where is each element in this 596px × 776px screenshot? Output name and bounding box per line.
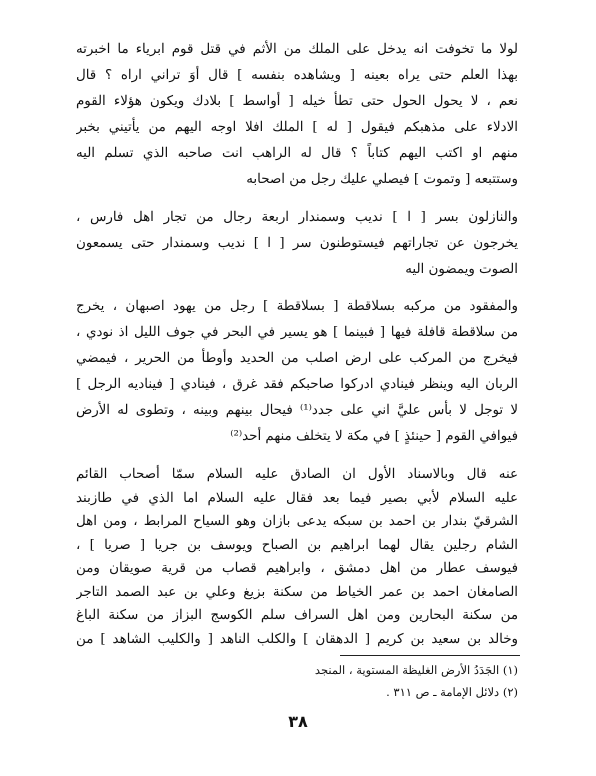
text-line: الصامغان احمد بن عمر الخياط من سكنة بزيغ وعلي بن عبد الصمد التاجر — [76, 584, 518, 600]
footnote: (٢) دلائل الإمامة ـ ص ٣١١ . — [386, 685, 518, 699]
text-line: وخالد بن سعيد بن كريم [ الدهقان ] والكلب الناهد [ والكليب الشاهد ] من — [76, 631, 518, 647]
text-line: منهم او اكتب اليهم كتاباً ؟ قال له الراهب انت صاحبه الذي تسلم اليه — [76, 146, 518, 161]
text-line: بهذا العلم حتى يراه بعينه [ ويشاهده بنفسه ] قال أوَ تراني اراه ؟ قال — [76, 68, 518, 83]
text-line: فيوسف عطار من اهل دمشق ، وابراهيم قصاب من قرية صويقان ومن — [76, 561, 518, 576]
text-line: لولا ما تخوفت انه يدخل على الملك من الأثم في قتل قوم ابرياء ما اخبرته — [76, 42, 518, 57]
text-line: من سلاقطة قافلة فيها [ فبينما ] هو يسير في البحر في جوف الليل اذ نودي ، — [76, 325, 518, 340]
text-line: الشرقيّ بندار بن احمد بن سبكه يدعى بازان وهو السياح المرابط ، ومن اهل — [76, 514, 518, 529]
text-line: والمفقود من مركبه بسلاقطة [ بسلاقطة ] رجل من يهود اصبهان ، يخرج — [76, 299, 518, 314]
text-line: وستتبعه [ وتموت ] فيصلي عليك رجل من اصحابه — [246, 172, 518, 187]
page-number: ٣٨ — [288, 712, 308, 731]
text-line: يخرجون عن تجاراتهم فيستوطنون سر [ ا ] نديب وسمندار حتى يسمعون — [76, 236, 518, 251]
text-line: من سكنة البحارين ومن اهل السراف سلم الكوسج البزاز من سكنة الباغ — [76, 608, 518, 623]
text-line: الربان اليه وينظر فينادي ادركوا صاحبكم فقد غرق ، فينادي [ فيناديه الرجل ] — [76, 377, 518, 392]
text-line: فيخرج من المركب على ارض اصلب من الحديد وأوطأ من الحرير ، فيمضي — [76, 351, 518, 366]
text-line: عنه قال وبالاسناد الأول ان الصادق عليه السلام سمّا أصحاب القائم — [76, 467, 518, 482]
footnote: (١) الجَدَدُ الأرض الغليظة المستوية ، المنجد — [314, 663, 518, 677]
text-line: الشام رجلين يقال لهما ابراهيم بن الصباح ويوسف بن جريا [ صريا ] ، — [76, 537, 518, 553]
text-line: عليه السلام لأبي بصير فيما بعد فقال عليه السلام اما الذي في طازبند — [76, 490, 518, 506]
text-line: الادلاء على مذهبكم فيقول [ له ] الملك افلا اوجه اليهم من يأتيني بخبر — [76, 120, 518, 135]
text-line: والنازلون بسر [ ا ] نديب وسمندار اربعة رجال من تجار اهل فارس ، — [76, 210, 518, 225]
text-line: فيوافي القوم [ حينئذٍ ] في مكة لا يتخلف منهم أحد⁽²⁾ — [230, 429, 518, 444]
text-line: لا توجل لا بأس عليَّ اني على جدد⁽¹⁾ فيحال بينهم وبينه ، وتطوى له الأرض — [76, 403, 518, 418]
text-line: الصوت ويمضون اليه — [405, 262, 518, 277]
text-line: نعم ، لا يحول الحول حتى تطأ خيله [ أواسط ] بلادك ويكون هؤلاء القوم — [76, 94, 518, 109]
footnote-divider — [340, 655, 520, 656]
